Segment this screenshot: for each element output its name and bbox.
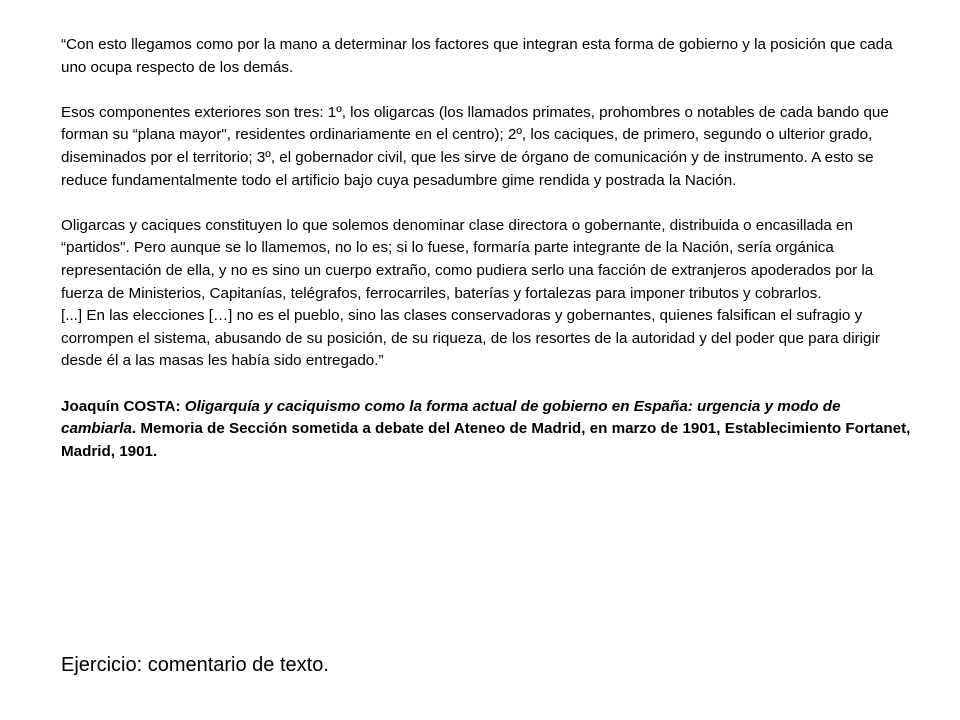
citation-author: Joaquín COSTA: — [61, 397, 181, 415]
citation-details: . Memoria de Sección sometida a debate del Ateneo de Madrid, en marzo de 1901, Establecimiento Fortanet, Madrid, 1901. — [61, 420, 911, 460]
citation — [61, 396, 911, 464]
quote-paragraph-2: Esos componentes exteriores son tres: 1º, los oligarcas (los llamados primates, prohombres o notables de cada bando que forman su “plana mayor", residentes ordinariamente en el centro); 2º, los caciques, de primero, segundo o ulterior grado, diseminados por el territorio; 3º, el gobernador civil, que les sirve de órgano de comunicación y de instrumento. A esto se reduce fundamentalmente todo el artificio bajo cuya pesadumbre gime rendida y postrada la Nación. — [61, 103, 889, 189]
quote-paragraph-1: “Con esto llegamos como por la mano a determinar los factores que integran esta forma de gobierno y la posición que cada uno ocupa respecto de los demás. — [61, 36, 893, 76]
quote-paragraph-4: [...] En las elecciones […] no es el pueblo, sino las clases conservadoras y gobernantes, quienes falsifican el sufragio y corrompen el sistema, abusando de su posición, de su riqueza, de los resortes de la autoridad y del poder que para dirigir desde él a las masas les había sido entregado.” — [61, 307, 880, 370]
citation-work-title: Oligarquía y caciquismo como la forma actual de gobierno en España: urgencia y modo de cambiarla — [61, 397, 841, 438]
paragraph-spacer — [61, 192, 911, 215]
paragraph-spacer — [61, 373, 911, 396]
quote-block — [61, 34, 911, 463]
quote-paragraph-3: Oligarcas y caciques constituyen lo que solemos denominar clase directora o gobernante, distribuida o encasillada en “partidos". Pero aunque se lo llamemos, no lo es; si lo fuese, formaría parte integrante de la Nación, sería orgánica representación de ella, y no es sino un cuerpo extraño, como pudiera serlo una facción de extranjeros apoderados por la fuerza de Ministerios, Capitanías, telégrafos, ferrocarriles, baterías y fortalezas para imponer tributos y cobrarlos. — [61, 216, 874, 302]
exercise-label: Ejercicio: comentario de texto. — [61, 654, 329, 676]
paragraph-spacer — [61, 79, 911, 102]
